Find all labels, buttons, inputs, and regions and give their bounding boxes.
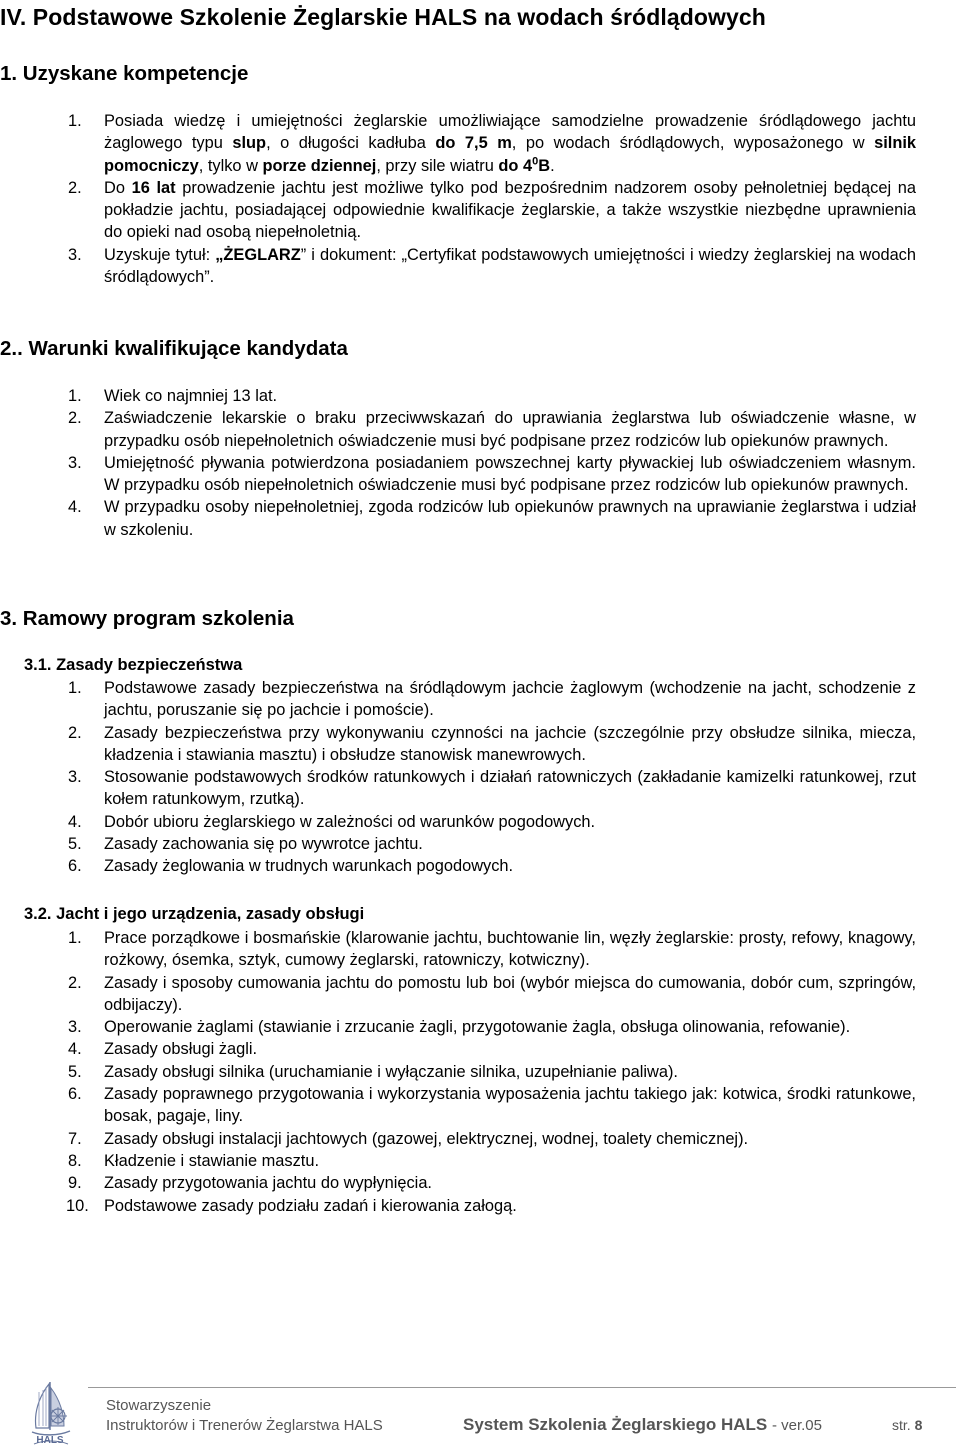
item-number: 6. (68, 857, 82, 876)
list-item (0, 1083, 916, 1128)
section-heading-requirements: 2.. Warunki kwalifikujące kandydata (0, 337, 348, 360)
item-text: Umiejętność pływania potwierdzona posiadaniem powszechnej karty pływackiej lub oświadczeniem własnym. W przypadku osób niepełnoletnich oświadczenie musi być podpisane przez rodziców lub opiekunów prawnych. (104, 453, 916, 495)
item-text: Zasady żeglowania w trudnych warunkach pogodowych. (104, 857, 514, 876)
document-title: IV. Podstawowe Szkolenie Żeglarskie HALS na wodach śródlądowych (0, 4, 766, 30)
item-text: Zasady obsługi silnika (uruchamianie i wyłączanie silnika, uzupełnianie paliwa). (104, 1062, 678, 1081)
item-number: 6. (68, 1085, 82, 1104)
item-number: 2. (68, 973, 82, 992)
item-text: Zasady obsługi instalacji jachtowych (gazowej, elektrycznej, wodnej, toalety chemicznej). (104, 1129, 749, 1148)
competences-list (0, 110, 960, 288)
item-text: Zasady poprawnego przygotowania i wykorzystania wyposażenia jachtu takiego jak: kotwica, środki ratunkowe, bosak, pagaje, liny. (104, 1085, 916, 1126)
item-text: Zaświadczenie lekarskie o braku przeciwwskazań do uprawiania żeglarstwa lub oświadczenie własne, w przypadku osób niepełnoletnich oświadczenie musi być podpisane przez rodziców lub opiekunów prawnych. (104, 409, 916, 450)
item-number: 9. (68, 1174, 82, 1193)
list-item (0, 833, 916, 855)
item-number: 4. (68, 812, 82, 831)
requirements-list (0, 385, 960, 541)
list-item (0, 177, 916, 244)
list-item (0, 972, 916, 1017)
list-item (0, 385, 916, 407)
item-text: Uzyskuje tytuł: „ŻEGLARZ” i dokument: „Certyfikat podstawowych umiejętności i wiedzy żeglarskiej na wodach śródlądowych”. (104, 245, 916, 287)
footer-system-name (463, 1415, 822, 1435)
item-text: Dobór ubioru żeglarskiego w zależności od warunków pogodowych. (104, 812, 596, 831)
item-text: Zasady zachowania się po wywrotce jachtu. (104, 835, 423, 854)
item-number: 4. (68, 498, 82, 517)
list-item (0, 1172, 916, 1194)
item-number: 2. (68, 178, 82, 197)
yacht-list (0, 927, 960, 1217)
item-number: 1. (68, 679, 82, 697)
item-text: Do 16 lat prowadzenie jachtu jest możliwe tylko pod bezpośrednim nadzorem osoby pełnoletniej będącej na pokładzie jachtu, posiadającej odpowiednie kwalifikacje żeglarskie, a także wszystkie niezbędne uprawnienia do opieki nad osobą niepełnoletnią. (104, 178, 916, 242)
item-text: Zasady bezpieczeństwa przy wykonywaniu czynności na jachcie (szczególnie przy obsłudze silnika, miecza, kładzenia i stawiania masztu) i obsłudze stanowisk manewrowych. (104, 723, 916, 764)
list-item (0, 1150, 916, 1172)
page-label: str. (892, 1417, 911, 1433)
item-text: Stosowanie podstawowych środków ratunkowych i działań ratowniczych (zakładanie kamizelki ratunkowej, rzut kołem ratunkowym, rzutką). (104, 768, 916, 809)
item-number: 4. (68, 1040, 82, 1059)
item-text: Podstawowe zasady podziału zadań i kierowania załogą. (104, 1196, 517, 1215)
list-item (0, 1016, 916, 1038)
footer-org-line2: Instruktorów i Trenerów Żeglarstwa HALS (106, 1417, 383, 1434)
list-item (0, 110, 916, 177)
item-text: Zasady przygotowania jachtu do wypłynięcia. (104, 1174, 432, 1193)
list-item (0, 1128, 916, 1150)
item-number: 3. (68, 453, 82, 472)
list-item (0, 407, 916, 452)
subsection-heading-safety: 3.1. Zasady bezpieczeństwa (24, 656, 243, 674)
footer-organization (106, 1396, 383, 1436)
section-heading-competences: 1. Uzyskane kompetencje (0, 62, 249, 85)
item-number: 2. (68, 723, 82, 742)
item-number: 8. (68, 1151, 82, 1170)
logo-text: HALS (36, 1435, 64, 1446)
footer-system-text: System Szkolenia Żeglarskiego HALS (463, 1415, 768, 1434)
item-text: Zasady i sposoby cumowania jachtu do pomostu lub boi (wybór miejsca do cumowania, dobór cum, szpringów, odbijaczy). (104, 973, 916, 1014)
item-number: 1. (68, 929, 82, 947)
hals-logo-icon (24, 1378, 76, 1450)
item-text: Prace porządkowe i bosmańskie (klarowanie jachtu, buchtowanie lin, węzły żeglarskie: prosty, refowy, knagowy, rożkowy, ósemka, sztyk, cumowy żeglarski, ratowniczy, kotwiczny). (104, 929, 916, 970)
item-number: 1. (68, 112, 82, 130)
list-item (0, 1038, 916, 1060)
footer-org-line1: Stowarzyszenie (106, 1397, 212, 1414)
item-number: 5. (68, 1062, 82, 1081)
list-item (0, 766, 916, 811)
item-number: 10. (66, 1196, 89, 1215)
list-item (0, 496, 916, 541)
item-number: 1. (68, 387, 82, 405)
item-number: 2. (68, 409, 82, 428)
list-item (0, 452, 916, 497)
item-text: Kładzenie i stawianie masztu. (104, 1151, 320, 1170)
list-item (0, 855, 916, 877)
section-heading-program: 3. Ramowy program szkolenia (0, 607, 294, 630)
footer-divider (88, 1387, 956, 1388)
subsection-heading-yacht: 3.2. Jacht i jego urządzenia, zasady obsługi (24, 905, 365, 923)
item-number: 7. (68, 1129, 82, 1148)
item-text: Podstawowe zasady bezpieczeństwa na śródlądowym jachcie żaglowym (wchodzenie na jacht, schodzenie z jachtu, poruszanie się po jachcie i pomoście). (104, 679, 916, 720)
item-text: Wiek co najmniej 13 lat. (104, 387, 278, 405)
list-item (0, 927, 916, 972)
list-item (0, 1195, 916, 1217)
page-footer (0, 1378, 960, 1453)
item-text: Operowanie żaglami (stawianie i zrzucanie żagli, przygotowanie żagla, obsługa olinowania, refowanie). (104, 1018, 851, 1037)
item-number: 5. (68, 835, 82, 854)
item-number: 3. (68, 1018, 82, 1037)
item-text: Posiada wiedzę i umiejętności żeglarskie umożliwiające samodzielne prowadzenie śródlądowego jachtu żaglowego typu slup, o długości kadłuba do 7,5 m, po wodach śródlądowych, wyposażonego w silnik pomocniczy, tylko w porze dziennej, przy sile wiatru do $4^0B$. (104, 112, 916, 175)
footer-page-number (892, 1417, 922, 1433)
list-item (0, 677, 916, 722)
item-text: W przypadku osoby niepełnoletniej, zgoda rodziców lub opiekunów prawnych na uprawianie żeglarstwa i udział w szkoleniu. (104, 498, 916, 539)
item-number: 3. (68, 768, 82, 787)
list-item (0, 722, 916, 767)
footer-version: - ver.05 (771, 1417, 822, 1434)
list-item (0, 1061, 916, 1083)
page-number: 8 (914, 1417, 923, 1433)
item-number: 3. (68, 245, 82, 264)
list-item (0, 811, 916, 833)
item-text: Zasady obsługi żagli. (104, 1040, 258, 1059)
safety-list (0, 677, 960, 878)
list-item (0, 244, 916, 289)
